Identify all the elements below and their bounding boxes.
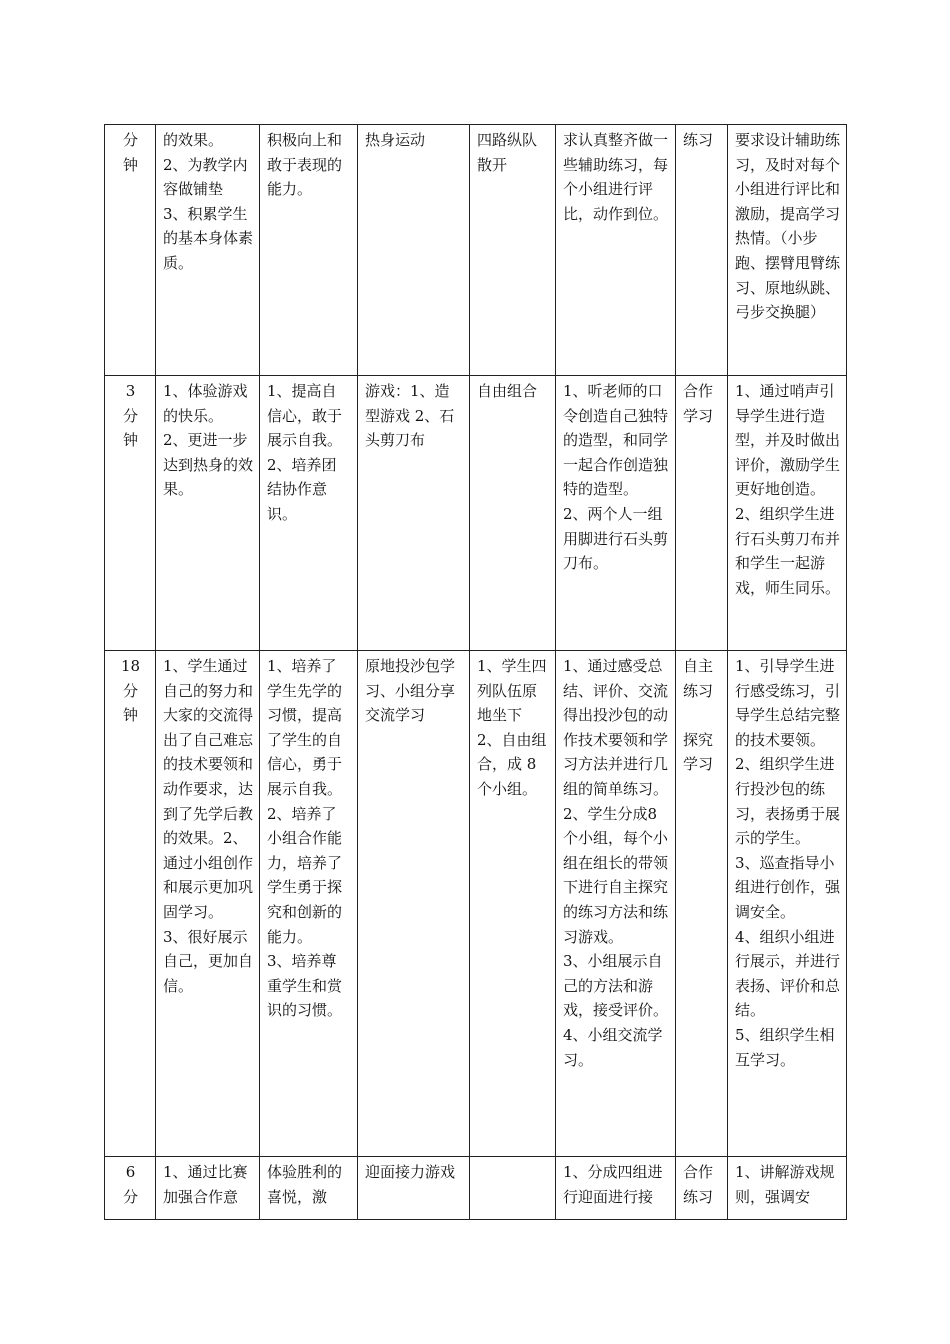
table-row <box>105 1157 847 1220</box>
method-cell: 练习 <box>676 125 728 376</box>
content-cell: 原地投沙包学习、小组分享交流学习 <box>358 651 470 1157</box>
student-activity-cell: 1、分成四组进行迎面进行接 <box>556 1157 676 1220</box>
teacher-activity-cell: 要求设计辅助练习，及时对每个小组进行评比和激励，提高学习热情。（小步跑、摆臂甩臂练习、原地纵跳、弓步交换腿） <box>728 125 847 376</box>
method-cell: 自主练习 探究学习 <box>676 651 728 1157</box>
time-cell: 18 分 钟 <box>105 651 156 1157</box>
content-cell: 热身运动 <box>358 125 470 376</box>
quality-cell: 体验胜利的喜悦，激 <box>260 1157 358 1220</box>
objective-cell: 1、学生通过自己的努力和大家的交流得出了自己难忘的技术要领和动作要求，达到了先学后教的效果。2、通过小组创作和展示更加巩固学习。 3、很好展示自己，更加自信。 <box>156 651 260 1157</box>
objective-cell: 1、通过比赛加强合作意 <box>156 1157 260 1220</box>
time-cell: 6 分 <box>105 1157 156 1220</box>
quality-cell: 1、培养了学生先学的习惯，提高了学生的自信心，勇于展示自我。 2、培养了小组合作能力，培养了学生勇于探究和创新的能力。 3、培养尊重学生和赏识的习惯。 <box>260 651 358 1157</box>
organization-cell: 自由组合 <box>470 376 556 651</box>
content-cell: 迎面接力游戏 <box>358 1157 470 1220</box>
time-cell: 3 分 钟 <box>105 376 156 651</box>
organization-cell: 1、学生四列队伍原地坐下 2、自由组合，成 8 个小组。 <box>470 651 556 1157</box>
quality-cell: 1、提高自信心，敢于展示自我。 2、培养团结协作意识。 <box>260 376 358 651</box>
teacher-activity-cell: 1、通过哨声引导学生进行造型，并及时做出评价，激励学生更好地创造。 2、组织学生进行石头剪刀布并和学生一起游戏，师生同乐。 <box>728 376 847 651</box>
objective-cell: 1、体验游戏的快乐。 2、更进一步达到热身的效果。 <box>156 376 260 651</box>
lesson-plan-table <box>104 124 847 1220</box>
quality-cell: 积极向上和敢于表现的能力。 <box>260 125 358 376</box>
time-cell: 分 钟 <box>105 125 156 376</box>
objective-cell: 的效果。 2、为教学内容做铺垫 3、积累学生的基本身体素质。 <box>156 125 260 376</box>
student-activity-cell: 1、通过感受总结、评价、交流得出投沙包的动作技术要领和学习方法并进行几组的简单练习。 2、学生分成8个小组，每个小组在组长的带领下进行自主探究的练习方法和练习游戏。 3、小组展示自己的方法和游戏，接受评价。 4、小组交流学习。 <box>556 651 676 1157</box>
student-activity-cell: 1、听老师的口令创造自己独特的造型，和同学一起合作创造独特的造型。 2、两个人一组用脚进行石头剪刀布。 <box>556 376 676 651</box>
table-row <box>105 651 847 1157</box>
teacher-activity-cell: 1、引导学生进行感受练习，引导学生总结完整的技术要领。 2、组织学生进行投沙包的练习，表扬勇于展示的学生。 3、巡查指导小组进行创作，强调安全。 4、组织小组进行展示，并进行表扬、评价和总结。 5、组织学生相互学习。 <box>728 651 847 1157</box>
organization-cell: 四路纵队散开 <box>470 125 556 376</box>
content-cell: 游戏：1、造型游戏 2、石头剪刀布 <box>358 376 470 651</box>
table-row <box>105 376 847 651</box>
teacher-activity-cell: 1、讲解游戏规则，强调安 <box>728 1157 847 1220</box>
method-cell: 合作学习 <box>676 376 728 651</box>
organization-cell <box>470 1157 556 1220</box>
table-row <box>105 125 847 376</box>
method-cell: 合作练习 <box>676 1157 728 1220</box>
student-activity-cell: 求认真整齐做一些辅助练习，每个小组进行评比，动作到位。 <box>556 125 676 376</box>
